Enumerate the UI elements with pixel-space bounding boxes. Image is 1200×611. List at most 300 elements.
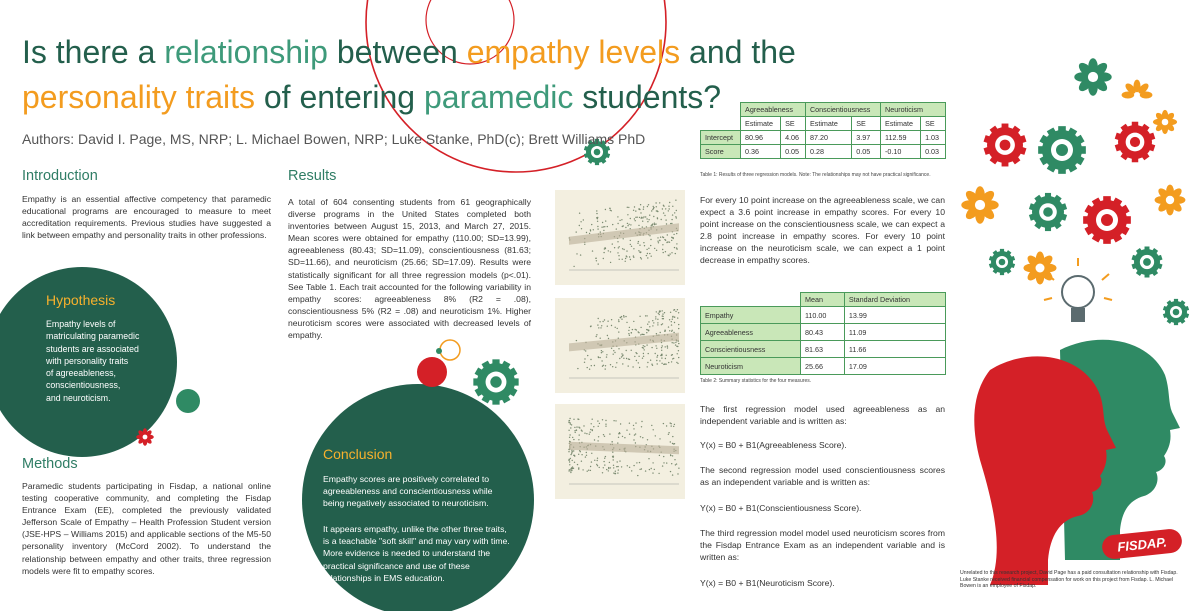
scatter-point	[574, 462, 575, 463]
scatter-point	[651, 256, 652, 257]
scatter-point	[597, 465, 598, 466]
scatter-point	[591, 461, 592, 462]
scatter-point	[574, 427, 575, 428]
scatter-point	[617, 252, 618, 253]
scatter-point	[638, 356, 639, 357]
table-2	[700, 292, 946, 375]
scatter-point	[630, 224, 631, 225]
scatter-point	[636, 360, 637, 361]
scatter-point	[655, 316, 656, 317]
scatter-point	[642, 358, 643, 359]
table-2-header: Mean	[800, 293, 844, 307]
scatter-point	[611, 319, 612, 320]
hypothesis-line: students are associated	[46, 343, 139, 354]
scatter-point	[578, 454, 579, 455]
scatter-point	[633, 210, 634, 211]
scatter-point	[581, 461, 582, 462]
scatter-point	[651, 468, 652, 469]
scatter-point	[672, 358, 673, 359]
scatter-point	[674, 443, 675, 444]
scatter-point	[603, 461, 604, 462]
hypothesis-line: matriculating paramedic	[46, 331, 140, 342]
scatter-point	[590, 429, 591, 430]
scatter-point	[668, 362, 669, 363]
scatter-point	[671, 321, 672, 322]
table-cell: 112.59	[881, 131, 921, 145]
scatter-point	[676, 248, 677, 249]
scatter-point	[659, 310, 660, 311]
scatter-point	[621, 316, 622, 317]
scatter-point	[656, 206, 657, 207]
scatter-point	[605, 209, 606, 210]
scatter-point	[635, 329, 636, 330]
scatter-point	[581, 228, 582, 229]
scatter-point	[672, 316, 673, 317]
scatter-point	[584, 358, 585, 359]
scatter-point	[597, 460, 598, 461]
scatter-point	[652, 472, 653, 473]
scatter-point	[593, 426, 594, 427]
scatter-point	[627, 225, 628, 226]
scatter-point	[643, 209, 644, 210]
scatter-point	[638, 331, 639, 332]
scatter-point	[655, 345, 656, 346]
scatter-point	[658, 313, 659, 314]
scatter-point	[676, 210, 677, 211]
scatter-point	[606, 469, 607, 470]
table-2-row-label: Neuroticism	[701, 358, 801, 375]
scatter-point	[574, 430, 575, 431]
scatter-point	[609, 462, 610, 463]
scatter-point	[594, 439, 595, 440]
scatter-point	[589, 369, 590, 370]
scatter-point	[659, 240, 660, 241]
table-1	[700, 102, 946, 159]
scatter-point	[579, 225, 580, 226]
scatter-point	[628, 365, 629, 366]
scatter-point	[678, 312, 679, 313]
scatter-point	[598, 327, 599, 328]
scatter-point	[575, 432, 576, 433]
fisdap-logo-text: FISDAP.	[1116, 533, 1168, 555]
scatter-point	[604, 458, 605, 459]
scatter-point	[645, 470, 646, 471]
scatter-point	[622, 436, 623, 437]
scatter-point	[675, 464, 676, 465]
table-1-subheader: Estimate	[805, 117, 851, 131]
scatter-point	[584, 433, 585, 434]
scatter-point	[604, 247, 605, 248]
scatter-point	[604, 226, 605, 227]
scatter-point	[665, 358, 666, 359]
scatter-point	[646, 332, 647, 333]
scatter-point	[605, 424, 606, 425]
scatter-point	[610, 210, 611, 211]
scatter-point	[631, 470, 632, 471]
scatter-point	[587, 367, 588, 368]
scatter-point	[635, 422, 636, 423]
scatter-point	[652, 320, 653, 321]
scatter-point	[596, 334, 597, 335]
scatter-point	[603, 252, 604, 253]
disclosure-text: Unrelated to this research project, David Page has a paid consultation relationship with Fisdap. Luke Stanke received financial compensation for work on this project from Fisdap. L. Michael Bowen is an employee of Fisdap.	[960, 570, 1178, 589]
scatter-point	[602, 472, 603, 473]
scatter-point	[672, 206, 673, 207]
scatter-point	[626, 430, 627, 431]
scatter-point	[602, 366, 603, 367]
scatter-point	[626, 250, 627, 251]
scatter-point	[675, 200, 676, 201]
model-1-equation: Y(x) = B0 + B1(Agreeableness Score).	[700, 440, 847, 450]
scatter-point	[677, 473, 678, 474]
scatter-point	[570, 458, 571, 459]
table-cell: 81.63	[800, 341, 844, 358]
scatter-point	[603, 434, 604, 435]
scatter-point	[668, 210, 669, 211]
scatter-point	[629, 423, 630, 424]
scatter-point	[650, 239, 651, 240]
scatter-point	[598, 357, 599, 358]
scatter-point	[639, 316, 640, 317]
scatter-point	[568, 420, 569, 421]
scatter-point	[605, 220, 606, 221]
scatter-point	[648, 204, 649, 205]
scatter-point	[643, 216, 644, 217]
scatter-point	[617, 466, 618, 467]
scatter-point	[638, 362, 639, 363]
results-text: A total of 604 consenting students from 61 geographically diverse programs in the United States completed both inventories between August 15, 2013, and March 27, 2015. Mean scores were obtained for empathy (110.00; SD=13.99), agreeableness (80.43; SD=11.09), conscientiousness (81.63; SD=11.66), and neuroticism (25.66; SD=17.09). Results were statistically significant for all three regression models (p<.01). See Table 1. Each trait accounted for the following variability in empathy scores: agreeableness 8% (R2 = .08), conscientiousness 5% (R2 = .08) and neuroticism 1%. Higher neuroticism scores were associated with decreased levels of empathy.	[288, 197, 531, 341]
scatter-point	[600, 231, 601, 232]
scatter-point	[592, 430, 593, 431]
scatter-point	[674, 317, 675, 318]
scatter-point	[623, 238, 624, 239]
scatter-point	[640, 204, 641, 205]
scatter-point	[618, 255, 619, 256]
scatter-point	[632, 329, 633, 330]
scatter-point	[629, 467, 630, 468]
interpretation-text: For every 10 point increase on the agreeableness scale, we can expect a 3.6 point increase in empathy scores. For every 10 point increase on the conscientiousness scale, we can expect a 2.8 point increase in empathy scores. For every 10 point increase on the neuroticism scale, we can expect a 1 point decrease in empathy scores.	[700, 195, 945, 266]
scatter-point	[665, 364, 666, 365]
scatter-point	[671, 252, 672, 253]
scatter-point	[631, 332, 632, 333]
scatter-point	[597, 226, 598, 227]
hypothesis-line: and neuroticism.	[46, 392, 111, 403]
scatter-point	[601, 227, 602, 228]
scatter-point	[655, 223, 656, 224]
scatter-point	[657, 218, 658, 219]
scatter-point	[611, 441, 612, 442]
flower-icon	[136, 428, 154, 446]
scatter-point	[678, 328, 679, 329]
table-row	[701, 131, 946, 145]
table-cell: 4.06	[781, 131, 806, 145]
scatter-point	[626, 256, 627, 257]
scatter-point	[675, 253, 676, 254]
table-row	[701, 341, 946, 358]
scatter-point	[586, 232, 587, 233]
scatter-point	[600, 327, 601, 328]
scatter-point	[650, 245, 651, 246]
scatter-point	[587, 355, 588, 356]
scatter-point	[578, 427, 579, 428]
scatter-point	[662, 310, 663, 311]
scatter-point	[653, 429, 654, 430]
scatter-point	[576, 429, 577, 430]
scatter-point	[641, 468, 642, 469]
scatter-point	[614, 352, 615, 353]
scatter-point	[609, 208, 610, 209]
table-cell: 110.00	[800, 307, 844, 324]
scatter-point	[659, 438, 660, 439]
scatter-point	[646, 344, 647, 345]
scatter-point	[617, 461, 618, 462]
scatter-point	[647, 366, 648, 367]
lightbulb-icon	[1062, 276, 1094, 308]
scatter-point	[635, 210, 636, 211]
results-heading: Results	[288, 168, 337, 184]
scatter-point	[590, 466, 591, 467]
scatter-point	[669, 253, 670, 254]
table-2-blank	[701, 293, 801, 307]
scatter-point	[618, 331, 619, 332]
scatter-point	[653, 206, 654, 207]
scatter-point	[665, 219, 666, 220]
scatter-point	[612, 224, 613, 225]
scatter-point	[617, 328, 618, 329]
table-cell: 17.09	[844, 358, 945, 375]
scatter-point	[651, 364, 652, 365]
scatter-point	[662, 236, 663, 237]
scatter-point	[612, 452, 613, 453]
scatter-point	[573, 439, 574, 440]
scatter-point	[576, 231, 577, 232]
scatter-point	[603, 467, 604, 468]
scatter-point	[657, 355, 658, 356]
scatter-point	[647, 362, 648, 363]
table-1-group-header: Neuroticism	[881, 103, 946, 117]
scatter-point	[602, 351, 603, 352]
introduction-text: Empathy is an essential affective competency that paramedic educational programs are encouraged to measure to meet accreditation requirements. Previous studies have suggested a link between empathy and personality traits in other professions.	[22, 194, 271, 241]
scatter-point	[607, 321, 608, 322]
model-3-equation: Y(x) = B0 + B1(Neuroticism Score).	[700, 578, 835, 588]
scatter-point	[651, 425, 652, 426]
scatter-point	[639, 462, 640, 463]
table-1-subheader: Estimate	[881, 117, 921, 131]
scatter-point	[656, 333, 657, 334]
scatter-point	[669, 202, 670, 203]
scatter-point	[673, 426, 674, 427]
scatter-point	[569, 437, 570, 438]
scatter-point	[628, 330, 629, 331]
scatter-point	[666, 462, 667, 463]
scatter-point	[677, 346, 678, 347]
hypothesis-line: conscientiousness,	[46, 380, 121, 391]
scatter-point	[598, 263, 599, 264]
scatter-point	[589, 432, 590, 433]
scatter-point	[625, 227, 626, 228]
scatter-point	[663, 252, 664, 253]
title-part: between	[327, 34, 467, 70]
scatter-point	[593, 229, 594, 230]
scatter-point	[594, 460, 595, 461]
scatter-point	[673, 332, 674, 333]
scatter-point	[633, 439, 634, 440]
scatter-point	[647, 221, 648, 222]
scatter-point	[665, 251, 666, 252]
scatter-point	[646, 329, 647, 330]
scatter-point	[635, 217, 636, 218]
scatter-point	[668, 326, 669, 327]
scatter-point	[668, 255, 669, 256]
scatter-point	[609, 433, 610, 434]
scatter-point	[678, 324, 679, 325]
scatter-point	[644, 349, 645, 350]
scatter-point	[592, 419, 593, 420]
scatter-point	[666, 223, 667, 224]
scatter-point	[626, 358, 627, 359]
scatter-point	[590, 470, 591, 471]
scatter-plot-neuroticism	[555, 404, 685, 499]
scatter-point	[573, 450, 574, 451]
title-part: students?	[573, 79, 722, 115]
scatter-point	[646, 249, 647, 250]
scatter-point	[655, 318, 656, 319]
table-row	[701, 307, 946, 324]
scatter-point	[608, 250, 609, 251]
scatter-point	[664, 363, 665, 364]
scatter-point	[662, 208, 663, 209]
scatter-point	[642, 226, 643, 227]
scatter-point	[654, 248, 655, 249]
title-part: and the	[680, 34, 796, 70]
scatter-point	[588, 470, 589, 471]
scatter-point	[665, 208, 666, 209]
scatter-point	[613, 350, 614, 351]
scatter-point	[623, 316, 624, 317]
scatter-point	[579, 213, 580, 214]
scatter-point	[660, 237, 661, 238]
scatter-point	[661, 219, 662, 220]
scatter-point	[671, 237, 672, 238]
scatter-point	[661, 357, 662, 358]
scatter-point	[670, 312, 671, 313]
scatter-point	[663, 462, 664, 463]
scatter-point	[580, 254, 581, 255]
scatter-point	[639, 367, 640, 368]
scatter-point	[653, 216, 654, 217]
scatter-point	[570, 423, 571, 424]
scatter-point	[642, 334, 643, 335]
scatter-point	[641, 258, 642, 259]
scatter-point	[676, 217, 677, 218]
scatter-point	[659, 314, 660, 315]
scatter-point	[602, 321, 603, 322]
scatter-point	[601, 325, 602, 326]
scatter-point	[643, 345, 644, 346]
methods-text: Paramedic students participating in Fisdap, a national online testing cooperative community, and completing the Fisdap Entrance Exam (EE), completed the previously validated Jefferson Scale of Empathy – Health Profession Student version (JSE-HPS – Williams 2015) and applicable sections of the M5-50 personality inventory (McCord 2002). To understand the relationship between empathy and other traits, three regression models were fit to empathy scores.	[22, 481, 271, 576]
scatter-point	[610, 251, 611, 252]
scatter-point	[625, 316, 626, 317]
gear-icon	[1115, 122, 1156, 163]
scatter-point	[621, 356, 622, 357]
scatter-point	[606, 356, 607, 357]
scatter-point	[628, 207, 629, 208]
scatter-point	[596, 464, 597, 465]
scatter-point	[586, 455, 587, 456]
title-part: relationship	[164, 34, 328, 70]
scatter-point	[597, 228, 598, 229]
scatter-point	[633, 321, 634, 322]
table-cell: 0.05	[781, 145, 806, 159]
scatter-point	[613, 420, 614, 421]
scatter-point	[647, 206, 648, 207]
scatter-point	[662, 345, 663, 346]
scatter-point	[671, 361, 672, 362]
scatter-point	[678, 357, 679, 358]
scatter-point	[669, 208, 670, 209]
scatter-point	[634, 206, 635, 207]
scatter-point	[670, 422, 671, 423]
hypothesis-text	[46, 318, 139, 404]
scatter-point	[640, 436, 641, 437]
scatter-point	[611, 348, 612, 349]
scatter-point	[613, 472, 614, 473]
scatter-point	[590, 325, 591, 326]
scatter-point	[596, 260, 597, 261]
model-2-text: The second regression model used conscientiousness scores as an independent variable and is written as:	[700, 465, 945, 488]
scatter-point	[664, 330, 665, 331]
scatter-point	[674, 322, 675, 323]
scatter-point	[661, 363, 662, 364]
scatter-point	[672, 455, 673, 456]
scatter-point	[612, 366, 613, 367]
scatter-point	[661, 347, 662, 348]
scatter-point	[670, 223, 671, 224]
scatter-point	[568, 470, 569, 471]
conclusion-heading-text: Conclusion	[323, 446, 393, 462]
scatter-point	[582, 469, 583, 470]
scatter-point	[634, 218, 635, 219]
scatter-point	[672, 342, 673, 343]
title-part: paramedic	[423, 79, 574, 115]
scatter-point	[598, 318, 599, 319]
scatter-point	[674, 459, 675, 460]
scatter-point	[605, 365, 606, 366]
table-cell: 25.66	[800, 358, 844, 375]
table-1-subheader: SE	[781, 117, 806, 131]
scatter-point	[656, 210, 657, 211]
table-2-caption: Table 2: Summary statistics for the four measures.	[700, 378, 812, 384]
trend-band	[569, 442, 679, 455]
scatter-point	[672, 436, 673, 437]
table-cell: 13.99	[844, 307, 945, 324]
scatter-point	[678, 343, 679, 344]
scatter-point	[638, 209, 639, 210]
scatter-point	[619, 220, 620, 221]
scatter-point	[597, 221, 598, 222]
scatter-point	[621, 219, 622, 220]
scatter-point	[642, 437, 643, 438]
scatter-point	[569, 469, 570, 470]
scatter-point	[625, 258, 626, 259]
scatter-plot-conscientiousness	[555, 298, 685, 393]
scatter-point	[578, 468, 579, 469]
scatter-point	[622, 248, 623, 249]
conclusion-heading	[323, 446, 392, 462]
scatter-point	[674, 247, 675, 248]
flower-icon	[1074, 58, 1111, 95]
table-1-group-header: Agreeableness	[741, 103, 806, 117]
